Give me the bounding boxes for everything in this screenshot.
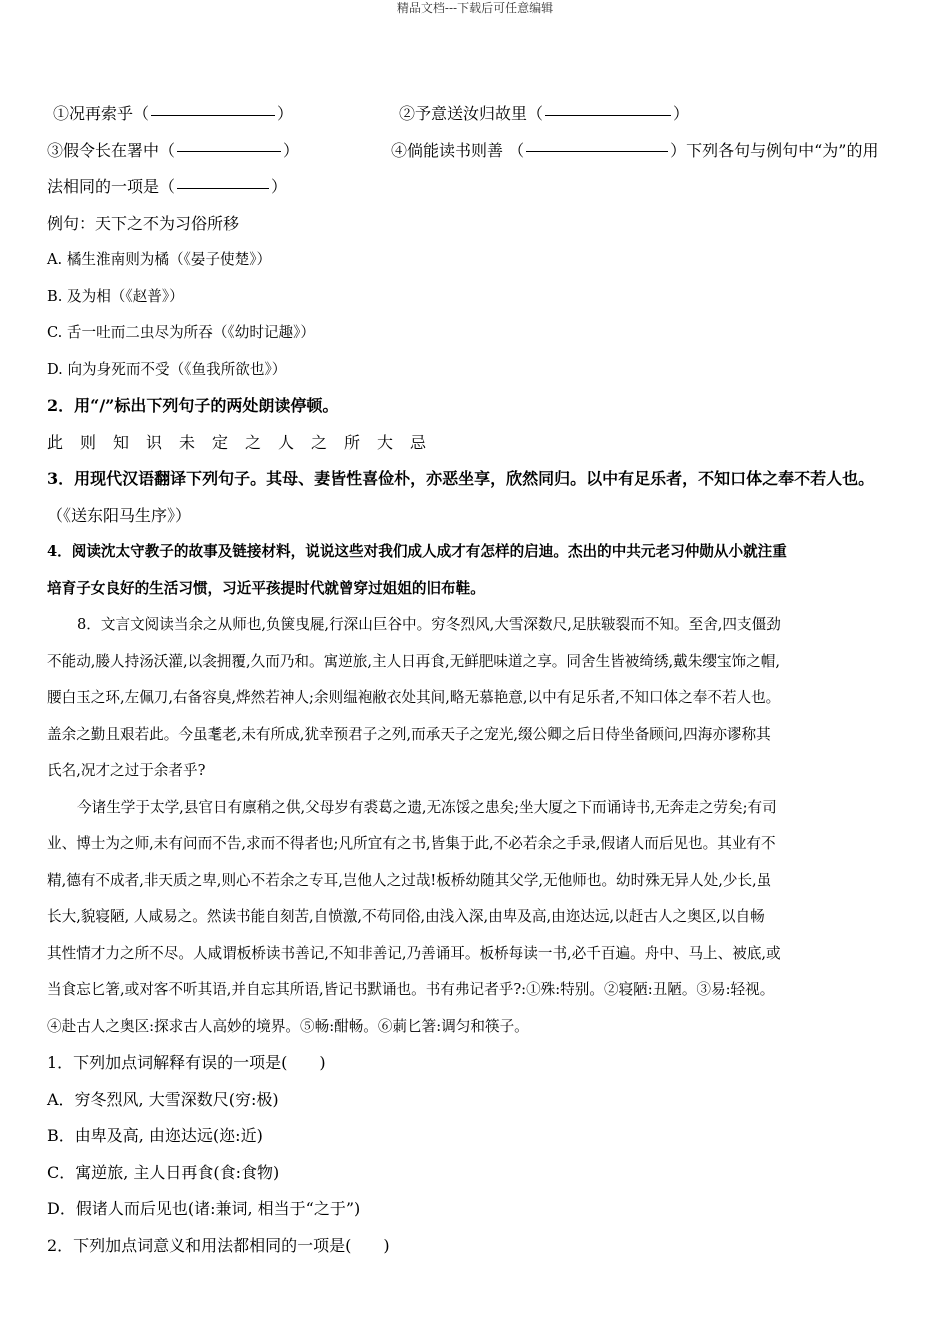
passage-line: 业、博士为之师,未有问而不告,求而不得者也;凡所宜有之书,皆集于此,不必若余之手录,假诸人而后见也。其业有不 bbox=[47, 835, 776, 852]
answer-blank[interactable] bbox=[177, 150, 281, 152]
passage-line: 盖余之勤且艰若此。今虽耄老,未有所成,犹幸预君子之列,而承天子之宠光,缀公卿之后日侍坐备顾问,四海亦谬称其 bbox=[47, 725, 771, 743]
question-3: 3．用现代汉语翻译下列句子。其母、妻皆性喜俭朴，亦恶坐享，欣然同归。以中有足乐者，不知口体之奉不若人也。 bbox=[47, 469, 875, 488]
passage-line: 今诸生学于太学,县官日有廪稍之供,父母岁有裘葛之遗,无冻馁之患矣;坐大厦之下而诵诗书,无奔走之劳矣;有司 bbox=[77, 798, 777, 816]
sub-question-1: 1．下列加点词解释有误的一项是( ) bbox=[47, 1053, 326, 1072]
passage-line: 精,德有不成者,非天质之卑,则心不若余之专耳,岂他人之过哉!板桥幼随其父学,无他师也。幼时殊无异人处,少长,虽 bbox=[47, 871, 772, 889]
passage-line: 腰白玉之环,左佩刀,右备容臭,烨然若神人;余则缊袍敝衣处其间,略无慕艳意,以中有足乐者,不知口体之奉不若人也。 bbox=[47, 689, 781, 706]
option-b: B. 及为相（《赵普》） bbox=[47, 287, 184, 305]
passage-line: 8．文言文阅读当余之从师也,负箧曳屣,行深山巨谷中。穷冬烈风,大雪深数尺,足肤皲裂而不知。至舍,四支僵劲 bbox=[77, 616, 781, 633]
passage-line: 氏名,况才之过于余者乎? bbox=[47, 762, 206, 779]
sub-option-b: B．由卑及高, 由迩达远(迩:近) bbox=[47, 1126, 263, 1145]
blank-line-1 bbox=[47, 96, 917, 133]
sub-question-2: 2．下列加点词意义和用法都相同的一项是( ) bbox=[47, 1235, 390, 1255]
sub-option-d: D．假诸人而后见也(诸:兼词, 相当于“之于”) bbox=[47, 1199, 361, 1218]
answer-blank[interactable] bbox=[545, 114, 671, 116]
document-body bbox=[47, 96, 917, 1264]
item-2: ②予意送汝归故里（ ） bbox=[399, 104, 690, 123]
sub-option-a: A．穷冬烈风, 大雪深数尺(穷:极) bbox=[47, 1089, 279, 1109]
passage-line: 当食忘匕箸,或对客不听其语,并自忘其所语,皆记书默诵也。书有弗记者乎?:①殊:特别。②寝陋:丑陋。③易:轻视。 bbox=[47, 981, 775, 998]
question-4-line-1: 4．阅读沈太守教子的故事及链接材料，说说这些对我们成人成才有怎样的启迪。杰出的中共元老习仲勋从小就注重 bbox=[47, 543, 787, 560]
passage-line: 其性情才力之所不尽。人咸谓板桥读书善记,不知非善记,乃善诵耳。板桥每读一书,必千百遍。舟中、马上、被底,或 bbox=[47, 944, 781, 962]
item-3: ③假令长在署中（ ） bbox=[47, 140, 300, 160]
option-d: D. 向为身死而不受（《鱼我所欲也》） bbox=[47, 360, 287, 378]
sub-option-c: C．寓逆旅, 主人日再食(食:食物) bbox=[47, 1162, 280, 1182]
passage-line: ④赴古人之奥区:探求古人高妙的境界。⑤畅:酣畅。⑥莿匕箸:调匀和筷子。 bbox=[47, 1017, 529, 1035]
passage-line: 长大,貌寝陋, 人咸易之。然读书能自刻苦,自愤激,不苟同俗,由浅入深,由卑及高,由迩达远,以赶古人之奥区,以自畅 bbox=[47, 908, 765, 925]
question-2: 2．用“/”标出下列句子的两处朗读停顿。 bbox=[47, 396, 339, 415]
option-c: C. 舌一吐而二虫尽为所吞（《幼时记趣》） bbox=[47, 324, 316, 341]
passage-line: 不能动,媵人持汤沃灌,以衾拥覆,久而乃和。寓逆旅,主人日再食,无鲜肥味道之享。同舍生皆被绮绣,戴朱缨宝饰之帽, bbox=[47, 652, 780, 670]
answer-blank[interactable] bbox=[151, 114, 275, 116]
answer-blank[interactable] bbox=[526, 150, 668, 152]
blank-line-3: 法相同的一项是（ ） bbox=[47, 177, 288, 196]
example-sentence: 例句：天下之不为习俗所移 bbox=[47, 213, 240, 233]
option-a: A. 橘生淮南则为橘（《晏子使楚》） bbox=[47, 251, 272, 268]
question-3-source: （《送东阳马生序》） bbox=[47, 505, 192, 525]
page-header: 精品文档---下载后可任意编辑 bbox=[396, 1, 554, 15]
question-4-line-2: 培育子女良好的生活习惯，习近平孩提时代就曾穿过姐姐的旧布鞋。 bbox=[47, 579, 485, 597]
item-4: ④倘能读书则善 （ ）下列各句与例句中“为”的用 bbox=[391, 140, 879, 160]
item-1: ①况再索乎（ ） bbox=[53, 104, 294, 123]
blank-line-2 bbox=[47, 133, 917, 170]
answer-blank[interactable] bbox=[177, 187, 269, 189]
pause-sentence: 此则知识未定之人之所大忌 bbox=[47, 432, 444, 452]
